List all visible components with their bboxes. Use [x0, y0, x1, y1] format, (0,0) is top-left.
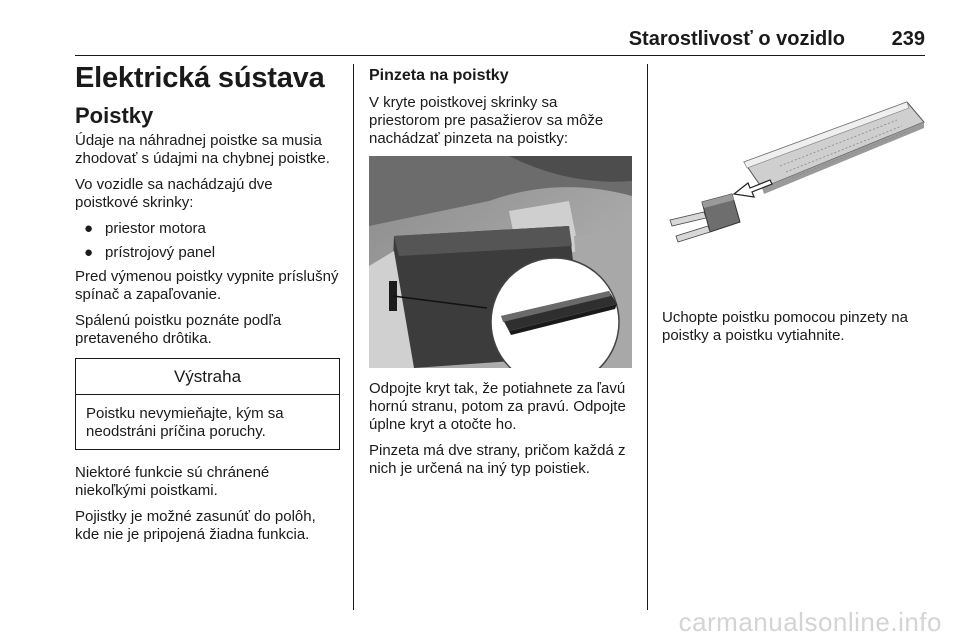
- subsection-heading: Pinzeta na poistky: [369, 67, 509, 84]
- fuse-box-photo: [369, 156, 632, 368]
- paragraph: Pinzeta má dve strany, pričom každá z nich je určená na iný typ poistiek.: [369, 442, 626, 477]
- fuse-icon: [670, 194, 740, 242]
- list-item: [75, 244, 340, 262]
- column-3: [662, 66, 925, 353]
- paragraph: Pojistky je možné zasunúť do polôh, kde nie je pripojená žiadna funkcia.: [75, 508, 316, 543]
- bullet-list: [75, 220, 340, 262]
- list-item-text: priestor motora: [105, 220, 206, 237]
- paragraph: Spálenú poistku poznáte podľa pretaveného drôtika.: [75, 312, 282, 347]
- column-divider-2: [647, 64, 648, 610]
- paragraph: V kryte poistkovej skrinky sa priestorom pre pasažierov sa môže nachádzať pinzeta na poistky:: [369, 94, 604, 147]
- list-item: [75, 220, 340, 238]
- column-divider-1: [353, 64, 354, 610]
- warning-text: Poistku nevymieňajte, kým sa neodstráni príčina poruchy.: [86, 405, 284, 440]
- page-number: 239: [891, 28, 925, 50]
- column-2: [369, 66, 632, 486]
- paragraph: Uchopte poistku pomocou pinzety na poistky a poistku vytiahnite.: [662, 309, 908, 344]
- page-header: [75, 28, 925, 54]
- subsection-title: Poistky: [75, 103, 154, 128]
- header-rule: [75, 55, 925, 56]
- warning-box: [75, 358, 340, 450]
- paragraph: Odpojte kryt tak, že potiahnete za ľavú hornú stranu, potom za pravú. Odpojte úplne kryt a otočte ho.: [369, 380, 626, 433]
- warning-body: [76, 395, 339, 449]
- paragraph: Vo vozidle sa nachádzajú dve poistkové skrinky:: [75, 176, 273, 211]
- warning-title: Výstraha: [76, 359, 339, 395]
- watermark: carmanualsonline.info: [678, 607, 942, 637]
- column-1: [75, 60, 340, 552]
- list-item-text: prístrojový panel: [105, 244, 216, 261]
- section-title: Elektrická sústava: [75, 62, 325, 94]
- bullet-icon: ●: [84, 220, 94, 237]
- paragraph: Niektoré funkcie sú chránené niekoľkými poistkami.: [75, 464, 270, 499]
- bullet-icon: ●: [84, 244, 94, 261]
- fuse-tweezer-icon: [744, 102, 924, 194]
- fuse-removal-illustration: [662, 94, 925, 269]
- paragraph: Pred výmenou poistky vypnite príslušný spínač a zapaľovanie.: [75, 268, 339, 303]
- header-title: Starostlivosť o vozidlo: [628, 28, 845, 50]
- paragraph: Údaje na náhradnej poistke sa musia zhodovať s údajmi na chybnej poistke.: [75, 132, 330, 167]
